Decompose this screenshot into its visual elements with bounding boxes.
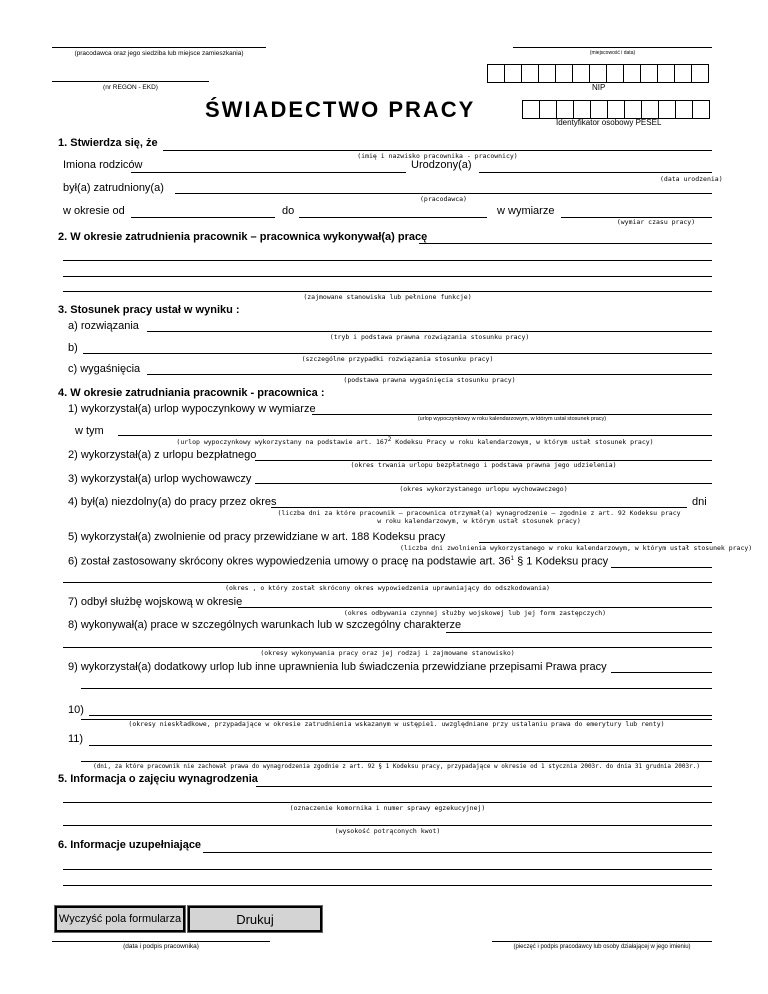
- additional-info-input-3[interactable]: [63, 885, 712, 886]
- art188-input[interactable]: [479, 542, 712, 543]
- special-work-input-2[interactable]: [63, 647, 712, 648]
- positions-input-2[interactable]: [63, 260, 712, 261]
- item-10-label: 10): [68, 704, 84, 716]
- positions-caption: (zajmowane stanowiska lub pełnione funkcje): [303, 293, 472, 301]
- period-from-label: w okresie od: [63, 205, 125, 217]
- item-10-input-1[interactable]: [89, 715, 712, 716]
- art188-caption: (liczba dni zwolnienia wykorzystanego w roku kalendarzowym, w którym ustał stosunek pracy): [400, 544, 753, 552]
- garnishment-caption-1: (oznaczenie komornika i numer sprawy egzekucyjnej): [289, 804, 486, 812]
- item-11-caption: (dni, za które pracownik nie zachował prawa do wynagrodzenia zgodnie z art. 92 § 1 Kodeksu pracy, przypadające w okresie od 1 stycznia 2003r. do dnia 31 grudnia 2003r.): [93, 763, 700, 770]
- extra-leave-label: 9) wykorzystał(a) dodatkowy urlop lub inne uprawnienia lub świadczenia przewidziane przepisami Prawa pracy: [68, 661, 607, 673]
- unpaid-leave-label: 2) wykorzystał(a) z urlopu bezpłatnego: [68, 449, 257, 461]
- section-4-heading: 4. W okresie zatrudniania pracownik - pracownica :: [58, 387, 325, 399]
- termination-b-label: b): [68, 342, 78, 354]
- special-work-caption: (okresy wykonywania pracy oraz jej rodzaj i zajmowane stanowisko): [260, 649, 515, 657]
- leave-input[interactable]: [312, 414, 712, 415]
- employed-label: był(a) zatrudniony(a): [63, 182, 164, 194]
- parents-input[interactable]: [131, 172, 406, 173]
- garnishment-input-3[interactable]: [63, 825, 712, 826]
- termination-c-caption: (podstawa prawna wygaśnięcia stosunku pracy): [343, 376, 516, 384]
- employee-name-input[interactable]: [163, 150, 712, 151]
- clear-form-button[interactable]: Wyczyść pola formularza: [55, 906, 185, 932]
- employee-signature-caption: (data i podpis pracownika): [123, 943, 199, 950]
- item-11-input-2[interactable]: [81, 761, 712, 762]
- birth-date-caption: (data urodzenia): [660, 175, 723, 183]
- military-input[interactable]: [238, 607, 712, 608]
- termination-b-input[interactable]: [83, 353, 712, 354]
- page-title: ŚWIADECTWO PRACY: [205, 97, 476, 122]
- military-label: 7) odbył służbę wojskową w okresie: [68, 596, 243, 608]
- childcare-leave-caption: (okres wykorzystanego urlopu wychowawczego): [399, 485, 568, 493]
- section-2-heading: 2. W okresie zatrudnienia pracownik – pracownica wykonywał(a) pracę: [58, 231, 428, 243]
- period-to-input[interactable]: [299, 217, 487, 218]
- place-date-caption: (miejscowość i data): [589, 50, 636, 56]
- sick-days-label: 4) był(a) niezdolny(a) do pracy przez okres: [68, 496, 277, 508]
- employee-name-caption: (imię i nazwisko pracownika - pracownicy): [357, 152, 518, 160]
- sick-days-suffix: dni: [692, 496, 707, 508]
- nip-boxes[interactable]: [488, 64, 709, 83]
- employer-signature-input[interactable]: [492, 941, 712, 942]
- print-button[interactable]: Drukuj: [188, 906, 322, 932]
- dimension-caption: (wymiar czasu pracy): [616, 218, 696, 226]
- section-5-heading: 5. Informacja o zajęciu wynagrodzenia: [58, 773, 258, 785]
- place-date-input[interactable]: [513, 47, 712, 48]
- regon-input[interactable]: [52, 81, 209, 82]
- notice-input-1[interactable]: [611, 567, 712, 568]
- item-11-input-1[interactable]: [89, 745, 712, 746]
- sick-days-caption-1: (liczba dni za które pracownik – pracownica otrzymał(a) wynagrodzenie – zgodnie z art. 92 Kodeksu pracy: [277, 509, 681, 517]
- notice-label: 6) został zastosowany skrócony okres wypowiedzenia umowy o pracę na podstawie art. $36^1$ § 1 Kodeksu pracy: [68, 555, 609, 568]
- in-that-input[interactable]: [118, 435, 712, 436]
- employer-name-input[interactable]: [175, 193, 712, 194]
- positions-input-3[interactable]: [63, 276, 712, 277]
- extra-leave-input-1[interactable]: [611, 672, 712, 673]
- positions-input-4[interactable]: [63, 291, 712, 292]
- military-caption: (okres odbywania czynnej służby wojskowej lub jej form zastępczych): [343, 609, 607, 617]
- employer-signature-caption: (pieczęć i podpis pracodawcy lub osoby działającej w jego imieniu): [513, 944, 691, 950]
- pesel-boxes[interactable]: [523, 100, 710, 119]
- termination-c-label: c) wygaśnięcia: [68, 363, 141, 375]
- employee-signature-input[interactable]: [52, 941, 270, 942]
- born-label: Urodzony(a): [411, 159, 472, 171]
- item-10-caption: (okresy nieskładkowe, przypadające w okresie zatrudnienia wskazanym w ustępie1. uwzględniane przy ustalaniu prawa do emerytury lub renty): [128, 720, 665, 728]
- sick-days-input[interactable]: [271, 507, 687, 508]
- section-6-heading: 6. Informacje uzupełniające: [58, 839, 202, 851]
- in-that-caption: (urlop wypoczynkowy wykorzystany na podstawie art. $167^2$ Kodeksu Pracy w roku kalendarzowym, w którym ustał stosunek pracy): [176, 436, 654, 447]
- dimension-label: w wymiarze: [497, 205, 555, 217]
- pesel-label: Identyfikator osobowy PESEL: [556, 118, 662, 127]
- in-that-label: w tym: [75, 425, 104, 437]
- art188-label: 5) wykorzystał(a) zwolnienie od pracy przewidziane w art. 188 Kodeksu pracy: [68, 531, 446, 543]
- termination-a-input[interactable]: [147, 331, 712, 332]
- period-from-input[interactable]: [131, 217, 275, 218]
- employer-name-caption: (pracodawca): [420, 195, 467, 203]
- regon-caption: (nr REGON - EKD): [103, 84, 158, 91]
- notice-input-2[interactable]: [63, 582, 712, 583]
- leave-caption: (urlop wypoczynkowy w roku kalendarzowym, w którym ustał stosunek pracy): [417, 416, 607, 422]
- birth-date-input[interactable]: [479, 172, 712, 173]
- garnishment-caption-2: (wysokość potrąconych kwot): [334, 827, 441, 835]
- employer-caption: (pracodawca oraz jego siedziba lub miejsce zamieszkania): [74, 50, 244, 57]
- nip-label: NIP: [592, 83, 606, 92]
- garnishment-input-1[interactable]: [256, 786, 712, 787]
- termination-c-input[interactable]: [147, 374, 712, 375]
- positions-input-1[interactable]: [419, 243, 712, 244]
- parents-label: Imiona rodziców: [63, 159, 143, 171]
- notice-caption: (okres , o który został skrócony okres wypowiedzenia uprawniający do odszkodowania): [225, 584, 550, 592]
- section-1-heading: 1. Stwierdza się, że: [58, 137, 158, 149]
- item-11-label: 11): [68, 733, 84, 745]
- garnishment-input-2[interactable]: [63, 802, 712, 803]
- leave-label: 1) wykorzystał(a) urlop wypoczynkowy w wymiarze: [68, 403, 316, 415]
- additional-info-input-1[interactable]: [203, 852, 712, 853]
- childcare-leave-label: 3) wykorzystał(a) urlop wychowawczy: [68, 473, 252, 485]
- employer-input[interactable]: [52, 47, 266, 48]
- section-3-heading: 3. Stosunek pracy ustał w wyniku :: [58, 304, 240, 316]
- termination-a-label: a) rozwiązania: [68, 320, 139, 332]
- termination-b-caption: (szczególne przypadki rozwiązania stosunku pracy): [301, 355, 494, 363]
- extra-leave-input-2[interactable]: [81, 688, 712, 689]
- period-to-label: do: [282, 205, 295, 217]
- sick-days-caption-2: w roku kalendarzowym, w którym ustał stosunek pracy): [377, 517, 581, 525]
- special-work-label: 8) wykonywał(a) prace w szczególnych warunkach lub w szczególny charakterze: [68, 619, 462, 631]
- unpaid-leave-caption: (okres trwania urlopu bezpłatnego i podstawa prawna jego udzielenia): [350, 461, 617, 469]
- special-work-input-1[interactable]: [446, 632, 712, 633]
- childcare-leave-input[interactable]: [255, 483, 712, 484]
- additional-info-input-2[interactable]: [63, 869, 712, 870]
- termination-a-caption: (tryb i podstawa prawna rozwiązania stosunku pracy): [329, 333, 530, 341]
